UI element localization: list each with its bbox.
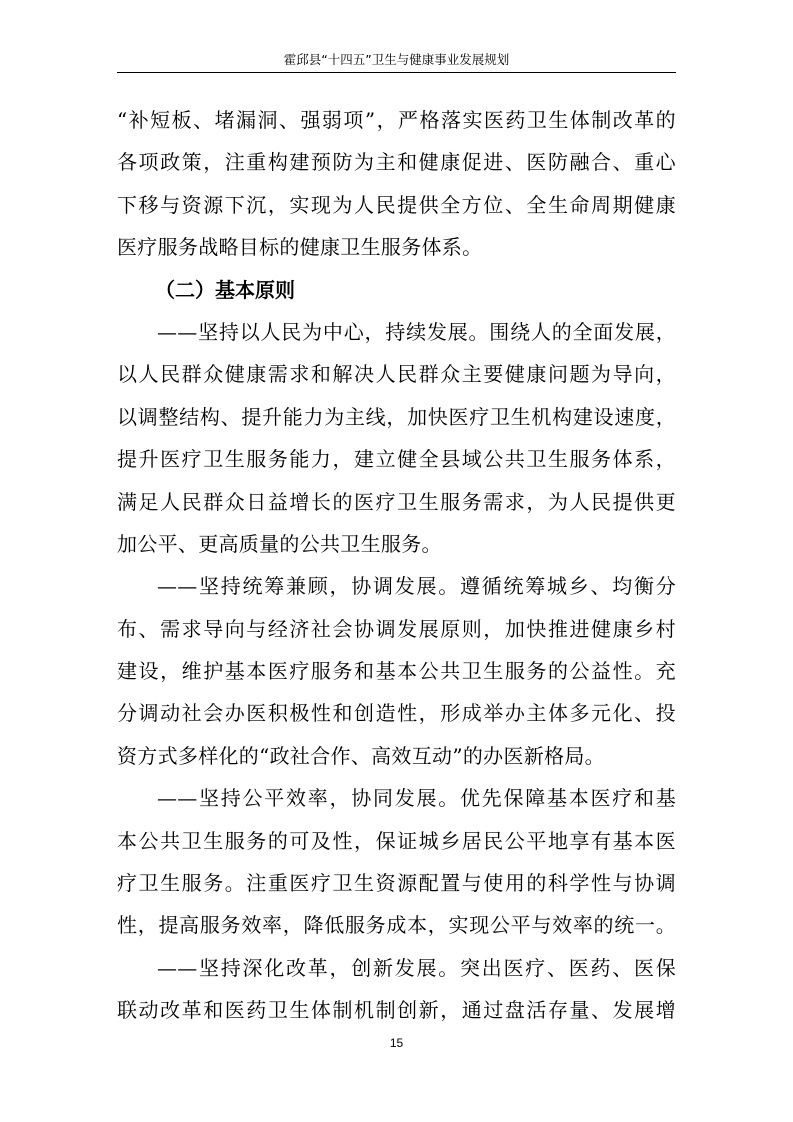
- paragraph-line: 资方式多样化的“政社合作、高效互动”的办医新格局。: [117, 743, 605, 768]
- paragraph-line: 医疗服务战略目标的健康卫生服务体系。: [117, 235, 483, 260]
- section-heading: （二）基本原则: [155, 277, 295, 302]
- paragraph-line: 满足人民群众日益增长的医疗卫生服务需求，为人民提供更: [117, 489, 676, 514]
- paragraph-line: 建设，维护基本医疗服务和基本公共卫生服务的公益性。充: [117, 659, 676, 684]
- paragraph-line: 以人民群众健康需求和解决人民群众主要健康问题为导向，: [117, 362, 676, 387]
- paragraph-line: 提升医疗卫生服务能力，建立健全县域公共卫生服务体系，: [117, 447, 676, 472]
- running-header: 霍邱县“十四五”卫生与健康事业发展规划: [117, 48, 676, 73]
- paragraph-line: 疗卫生服务。注重医疗卫生资源配置与使用的科学性与协调: [117, 871, 676, 896]
- document-body: [117, 99, 676, 1032]
- paragraph-line: 布、需求导向与经济社会协调发展原则，加快推进健康乡村: [117, 616, 676, 641]
- paragraph-line: 分调动社会办医积极性和创造性，形成举办主体多元化、投: [117, 701, 676, 726]
- paragraph-line: 加公平、更高质量的公共卫生服务。: [117, 531, 442, 556]
- page-number: 15: [389, 1036, 404, 1050]
- paragraph-line: ——坚持深化改革，创新发展。突出医疗、医药、医保: [157, 955, 676, 980]
- paragraph-line: “补短板、堵漏洞、强弱项”，严格落实医药卫生体制改革的: [117, 108, 676, 132]
- paragraph-line: 联动改革和医药卫生体制机制创新，通过盘活存量、发展增: [117, 998, 676, 1023]
- paragraph-line: ——坚持统筹兼顾，协调发展。遵循统筹城乡、均衡分: [157, 574, 676, 599]
- paragraph-line: ——坚持以人民为中心，持续发展。围绕人的全面发展，: [157, 319, 676, 344]
- paragraph-line: 性，提高服务效率，降低服务成本，实现公平与效率的统一。: [117, 913, 676, 938]
- paragraph-line: ——坚持公平效率，协同发展。优先保障基本医疗和基: [157, 786, 676, 811]
- paragraph-line: 以调整结构、提升能力为主线，加快医疗卫生机构建设速度，: [117, 404, 676, 429]
- paragraph-line: 本公共卫生服务的可及性，保证城乡居民公平地享有基本医: [117, 828, 676, 853]
- paragraph-line: 各项政策，注重构建预防为主和健康促进、医防融合、重心: [117, 150, 676, 175]
- paragraph-line: 下移与资源下沉，实现为人民提供全方位、全生命周期健康: [117, 192, 676, 217]
